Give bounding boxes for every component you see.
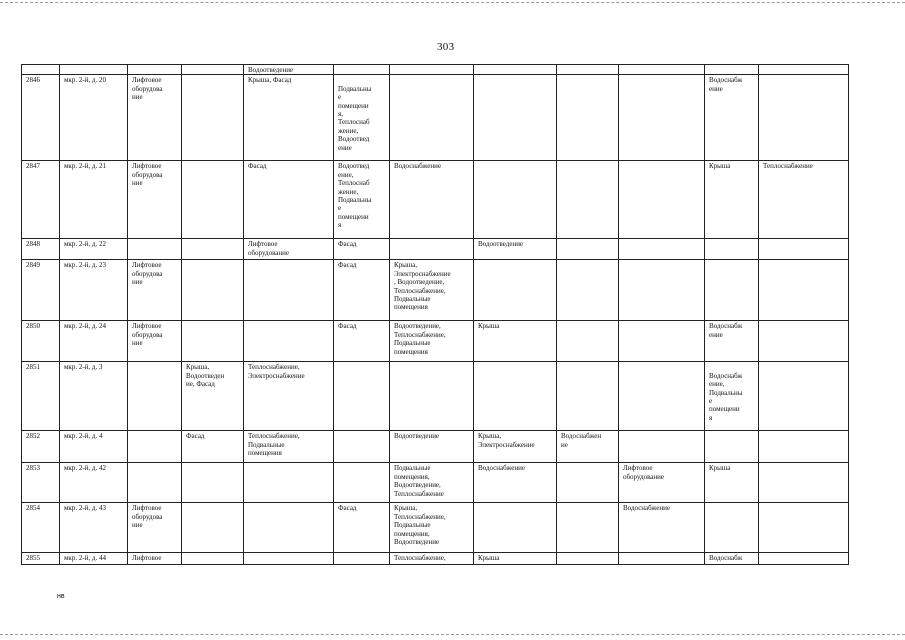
cell-address: мкр. 2-й, д. 21 — [60, 161, 128, 239]
cell-col-8: Водоотведение — [474, 239, 557, 260]
cell-col-9 — [557, 260, 619, 321]
cell-col-5 — [244, 321, 334, 362]
cell-number: 2855 — [22, 553, 60, 565]
cell-col-3 — [128, 463, 182, 503]
cell-col-6: Фасад — [334, 260, 390, 321]
cell-col-5: Водоотведение — [244, 65, 334, 75]
cell-col-7: Крыша, Электроснабжение , Водоотведение, Теплоснабжение, Подвальные помещения — [390, 260, 474, 321]
cell-col-6 — [334, 553, 390, 565]
cell-col-10 — [619, 161, 705, 239]
cell-col-4 — [182, 463, 244, 503]
cell-address: мкр. 2-й, д. 4 — [60, 431, 128, 463]
cell-address: мкр. 2-й, д. 43 — [60, 503, 128, 553]
cell-col-6 — [334, 463, 390, 503]
cell-col-11 — [705, 239, 759, 260]
cell-address — [60, 65, 128, 75]
cell-col-5: Теплоснабжение, Подвальные помещения — [244, 431, 334, 463]
table-row — [22, 161, 849, 239]
cell-col-3 — [128, 65, 182, 75]
cell-col-8 — [474, 362, 557, 431]
table-row — [22, 260, 849, 321]
cell-col-12 — [759, 553, 849, 565]
cell-col-11 — [705, 65, 759, 75]
cell-col-3: Лифтовое оборудова ние — [128, 161, 182, 239]
table-row — [22, 431, 849, 463]
table-row — [22, 463, 849, 503]
cell-col-8 — [474, 161, 557, 239]
cell-col-7 — [390, 65, 474, 75]
table-row — [22, 321, 849, 362]
cell-col-3: Лифтовое оборудова ние — [128, 75, 182, 161]
cell-col-9 — [557, 239, 619, 260]
cell-col-9 — [557, 503, 619, 553]
table-row — [22, 239, 849, 260]
cell-col-6 — [334, 431, 390, 463]
cell-col-7 — [390, 362, 474, 431]
table-row — [22, 553, 849, 565]
table-row — [22, 65, 849, 75]
cell-col-8: Крыша — [474, 321, 557, 362]
schedule-table — [21, 64, 849, 565]
cell-col-6: Фасад — [334, 239, 390, 260]
cell-number: 2852 — [22, 431, 60, 463]
cell-col-9 — [557, 553, 619, 565]
scan-edge-bottom — [0, 634, 905, 635]
cell-number: 2847 — [22, 161, 60, 239]
cell-col-4 — [182, 75, 244, 161]
cell-col-10 — [619, 431, 705, 463]
cell-col-7: Подвальные помещения, Водоотведение, Теплоснабжение — [390, 463, 474, 503]
cell-col-3 — [128, 431, 182, 463]
cell-col-4 — [182, 65, 244, 75]
cell-address: мкр. 2-й, д. 24 — [60, 321, 128, 362]
cell-col-12 — [759, 321, 849, 362]
cell-col-6: Водоотвед ение, Теплоснаб жение, Подвальны е помещени я — [334, 161, 390, 239]
cell-col-12 — [759, 503, 849, 553]
cell-col-8: Крыша — [474, 553, 557, 565]
cell-col-12 — [759, 260, 849, 321]
cell-col-12 — [759, 431, 849, 463]
footer-mark: нв — [57, 593, 65, 600]
cell-col-4: Фасад — [182, 431, 244, 463]
cell-col-5 — [244, 553, 334, 565]
cell-col-6: Подвальны е помещени я, Теплоснаб жение, Водоотвед ение — [334, 75, 390, 161]
cell-col-11: Крыша — [705, 463, 759, 503]
cell-col-4: Крыша, Водоотведен ие, Фасад — [182, 362, 244, 431]
table-row — [22, 75, 849, 161]
cell-col-3 — [128, 362, 182, 431]
cell-col-8 — [474, 75, 557, 161]
cell-col-8 — [474, 65, 557, 75]
cell-col-3: Лифтовое оборудова ние — [128, 321, 182, 362]
cell-col-4 — [182, 260, 244, 321]
cell-col-4 — [182, 161, 244, 239]
cell-col-3: Лифтовое — [128, 553, 182, 565]
cell-col-9 — [557, 75, 619, 161]
cell-col-12 — [759, 75, 849, 161]
cell-address: мкр. 2-й, д. 42 — [60, 463, 128, 503]
cell-address: мкр. 2-й, д. 44 — [60, 553, 128, 565]
cell-address: мкр. 2-й, д. 22 — [60, 239, 128, 260]
cell-col-11: Водоснабж ение — [705, 321, 759, 362]
cell-col-4 — [182, 503, 244, 553]
cell-number — [22, 65, 60, 75]
cell-col-7: Водоотведение, Теплоснабжение, Подвальные помещения — [390, 321, 474, 362]
cell-col-6 — [334, 362, 390, 431]
cell-col-12 — [759, 463, 849, 503]
cell-col-7 — [390, 239, 474, 260]
cell-col-9: Водоснабжен ие — [557, 431, 619, 463]
cell-col-7: Водоотведение — [390, 431, 474, 463]
cell-col-8 — [474, 260, 557, 321]
cell-number: 2846 — [22, 75, 60, 161]
cell-col-11: Водоснабж ение, Подвальны е помещени я — [705, 362, 759, 431]
scan-edge-top — [0, 2, 905, 3]
cell-col-12 — [759, 239, 849, 260]
table-row — [22, 362, 849, 431]
cell-col-11 — [705, 260, 759, 321]
cell-col-6 — [334, 65, 390, 75]
cell-col-5: Фасад — [244, 161, 334, 239]
cell-col-5: Крыша, Фасад — [244, 75, 334, 161]
cell-col-12 — [759, 362, 849, 431]
cell-address: мкр. 2-й, д. 3 — [60, 362, 128, 431]
cell-col-7: Теплоснабжение, — [390, 553, 474, 565]
page-number: 303 — [437, 41, 455, 53]
cell-address: мкр. 2-й, д. 23 — [60, 260, 128, 321]
cell-col-9 — [557, 321, 619, 362]
cell-col-5: Теплоснабжение, Электроснабжение — [244, 362, 334, 431]
cell-address: мкр. 2-й, д. 20 — [60, 75, 128, 161]
cell-number: 2849 — [22, 260, 60, 321]
cell-col-5 — [244, 503, 334, 553]
cell-col-11 — [705, 431, 759, 463]
cell-col-6: Фасад — [334, 321, 390, 362]
cell-col-10 — [619, 260, 705, 321]
cell-col-4 — [182, 553, 244, 565]
cell-number: 2853 — [22, 463, 60, 503]
cell-col-8 — [474, 503, 557, 553]
cell-col-9 — [557, 161, 619, 239]
cell-col-4 — [182, 321, 244, 362]
cell-col-8: Водоснабжение — [474, 463, 557, 503]
cell-col-11: Крыша — [705, 161, 759, 239]
cell-col-3: Лифтовое оборудова ние — [128, 260, 182, 321]
cell-col-5: Лифтовое оборудование — [244, 239, 334, 260]
cell-col-5 — [244, 463, 334, 503]
cell-col-11: Водоснабж ение — [705, 75, 759, 161]
cell-col-7: Водоснабжение — [390, 161, 474, 239]
cell-col-10 — [619, 65, 705, 75]
cell-col-9 — [557, 463, 619, 503]
cell-col-3: Лифтовое оборудова ние — [128, 503, 182, 553]
cell-number: 2850 — [22, 321, 60, 362]
cell-col-10 — [619, 239, 705, 260]
cell-col-7 — [390, 75, 474, 161]
cell-col-6: Фасад — [334, 503, 390, 553]
table-row — [22, 503, 849, 553]
cell-col-10 — [619, 362, 705, 431]
cell-col-10 — [619, 553, 705, 565]
cell-number: 2851 — [22, 362, 60, 431]
cell-col-12 — [759, 65, 849, 75]
cell-col-10: Водоснабжение — [619, 503, 705, 553]
cell-col-4 — [182, 239, 244, 260]
cell-col-11: Водоснабж — [705, 553, 759, 565]
cell-col-10 — [619, 321, 705, 362]
cell-number: 2854 — [22, 503, 60, 553]
cell-col-3 — [128, 239, 182, 260]
cell-col-12: Теплоснабжение — [759, 161, 849, 239]
cell-col-10 — [619, 75, 705, 161]
cell-col-10: Лифтовое оборудование — [619, 463, 705, 503]
cell-number: 2848 — [22, 239, 60, 260]
cell-col-7: Крыша, Теплоснабжение, Подвальные помещения, Водоотведение — [390, 503, 474, 553]
cell-col-9 — [557, 65, 619, 75]
cell-col-8: Крыша, Электроснабжение — [474, 431, 557, 463]
cell-col-9 — [557, 362, 619, 431]
cell-col-5 — [244, 260, 334, 321]
cell-col-11 — [705, 503, 759, 553]
